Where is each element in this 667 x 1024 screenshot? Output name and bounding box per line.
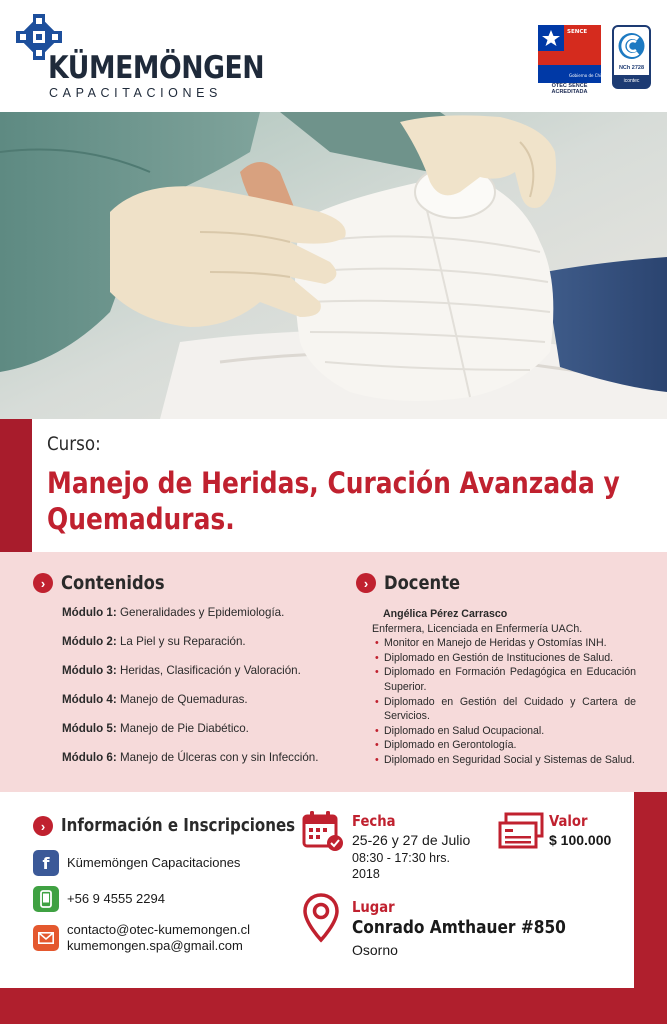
list-item: • Diplomado en Gestión de Instituciones de Salud.	[372, 651, 636, 666]
right-accent-strip	[634, 792, 667, 988]
location-pin-icon	[303, 893, 339, 943]
chevron-right-icon: ›	[33, 573, 53, 593]
fecha-dates: 25-26 y 27 de Julio	[352, 832, 471, 848]
icontec-label: icontec	[614, 75, 649, 87]
valor-amount: $ 100.000	[549, 832, 612, 848]
email-row[interactable]	[33, 922, 250, 954]
sence-gov: Gobierno de Chile	[569, 73, 605, 78]
list-item: Módulo 4: Manejo de Quemaduras.	[62, 693, 248, 706]
list-item: Módulo 2: La Piel y su Reparación.	[62, 635, 246, 648]
list-item: • Diplomado en Gerontología.	[372, 738, 636, 753]
list-item: Módulo 6: Manejo de Úlceras con y sin Infección.	[62, 751, 319, 764]
bandaged-foot-illustration	[0, 112, 667, 419]
fecha-year: 2018	[352, 867, 380, 881]
list-item: • Diplomado en Salud Ocupacional.	[372, 724, 636, 739]
phone-row[interactable]	[33, 886, 165, 912]
sence-logo-icon	[538, 25, 605, 83]
mail-icon	[33, 925, 59, 951]
title-accent-strip	[0, 419, 32, 552]
sence-caption: OTEC SENCE ACREDITADA	[551, 83, 588, 95]
course-title-line-2: Quemaduras.	[47, 502, 235, 536]
calendar-icon	[302, 810, 344, 852]
docente-name: Angélica Pérez Carrasco	[383, 608, 508, 620]
chevron-right-icon: ›	[33, 816, 53, 836]
docente-details	[372, 607, 636, 768]
email-primary[interactable]: contacto@otec-kumemongen.cl	[67, 922, 251, 937]
info-title: Información e Inscripciones	[61, 816, 296, 836]
lugar-city: Osorno	[352, 942, 398, 958]
list-item: • Diplomado en Seguridad Social y Sistemas de Salud.	[372, 753, 636, 768]
ticket-icon	[498, 812, 544, 850]
details-section	[0, 552, 667, 792]
course-title-line-1: Manejo de Heridas, Curación Avanzada y	[47, 466, 620, 500]
lugar-address: Conrado Amthauer #850	[352, 918, 566, 938]
list-item: • Diplomado en Formación Pedagógica en Educación Superior.	[372, 665, 636, 694]
list-item: • Diplomado en Gestión del Cuidado y Cartera de Servicios.	[372, 695, 636, 724]
course-title-block	[32, 419, 667, 552]
chevron-right-icon: ›	[356, 573, 376, 593]
bottom-accent-strip	[0, 988, 667, 1024]
list-item: • Monitor en Manejo de Heridas y Ostomías INH.	[372, 636, 636, 651]
header	[0, 0, 667, 112]
docente-heading	[356, 572, 472, 594]
brand-subtitle: CAPACITACIONES	[49, 86, 222, 100]
icontec-logo-icon	[614, 29, 649, 65]
icontec-nch: NCh 2728	[618, 65, 645, 71]
docente-title: Docente	[384, 572, 461, 594]
list-item: Módulo 5: Manejo de Pie Diabético.	[62, 722, 249, 735]
course-title	[47, 465, 666, 537]
docente-role: Enfermera, Licenciada en Enfermería UACh.	[372, 622, 583, 635]
contenidos-title: Contenidos	[61, 572, 165, 594]
lugar-label: Lugar	[352, 898, 395, 916]
list-item: Módulo 3: Heridas, Clasificación y Valoración.	[62, 664, 301, 677]
valor-label: Valor	[549, 812, 588, 830]
brand-name: KÜMEMÖNGEN	[48, 50, 265, 86]
modules-list	[62, 606, 352, 780]
fecha-hours: 08:30 - 17:30 hrs.	[352, 851, 450, 865]
sence-label: SENCE	[567, 29, 588, 35]
docente-credentials	[372, 636, 636, 767]
email-secondary[interactable]: kumemongen.spa@gmail.com	[67, 938, 243, 953]
curso-label: Curso:	[47, 433, 101, 455]
phone-icon	[33, 886, 59, 912]
facebook-icon: f	[33, 850, 59, 876]
facebook-row[interactable]	[33, 850, 240, 876]
fecha-label: Fecha	[352, 812, 396, 830]
list-item: Módulo 1: Generalidades y Epidemiología.	[62, 606, 285, 619]
sence-badge	[538, 25, 605, 95]
phone-number[interactable]: +56 9 4555 2294	[67, 891, 165, 906]
facebook-name[interactable]: Kümemöngen Capacitaciones	[67, 855, 241, 870]
hero-photo	[0, 112, 667, 419]
icontec-badge	[612, 25, 651, 89]
contenidos-heading	[33, 572, 182, 594]
info-heading	[33, 816, 333, 836]
